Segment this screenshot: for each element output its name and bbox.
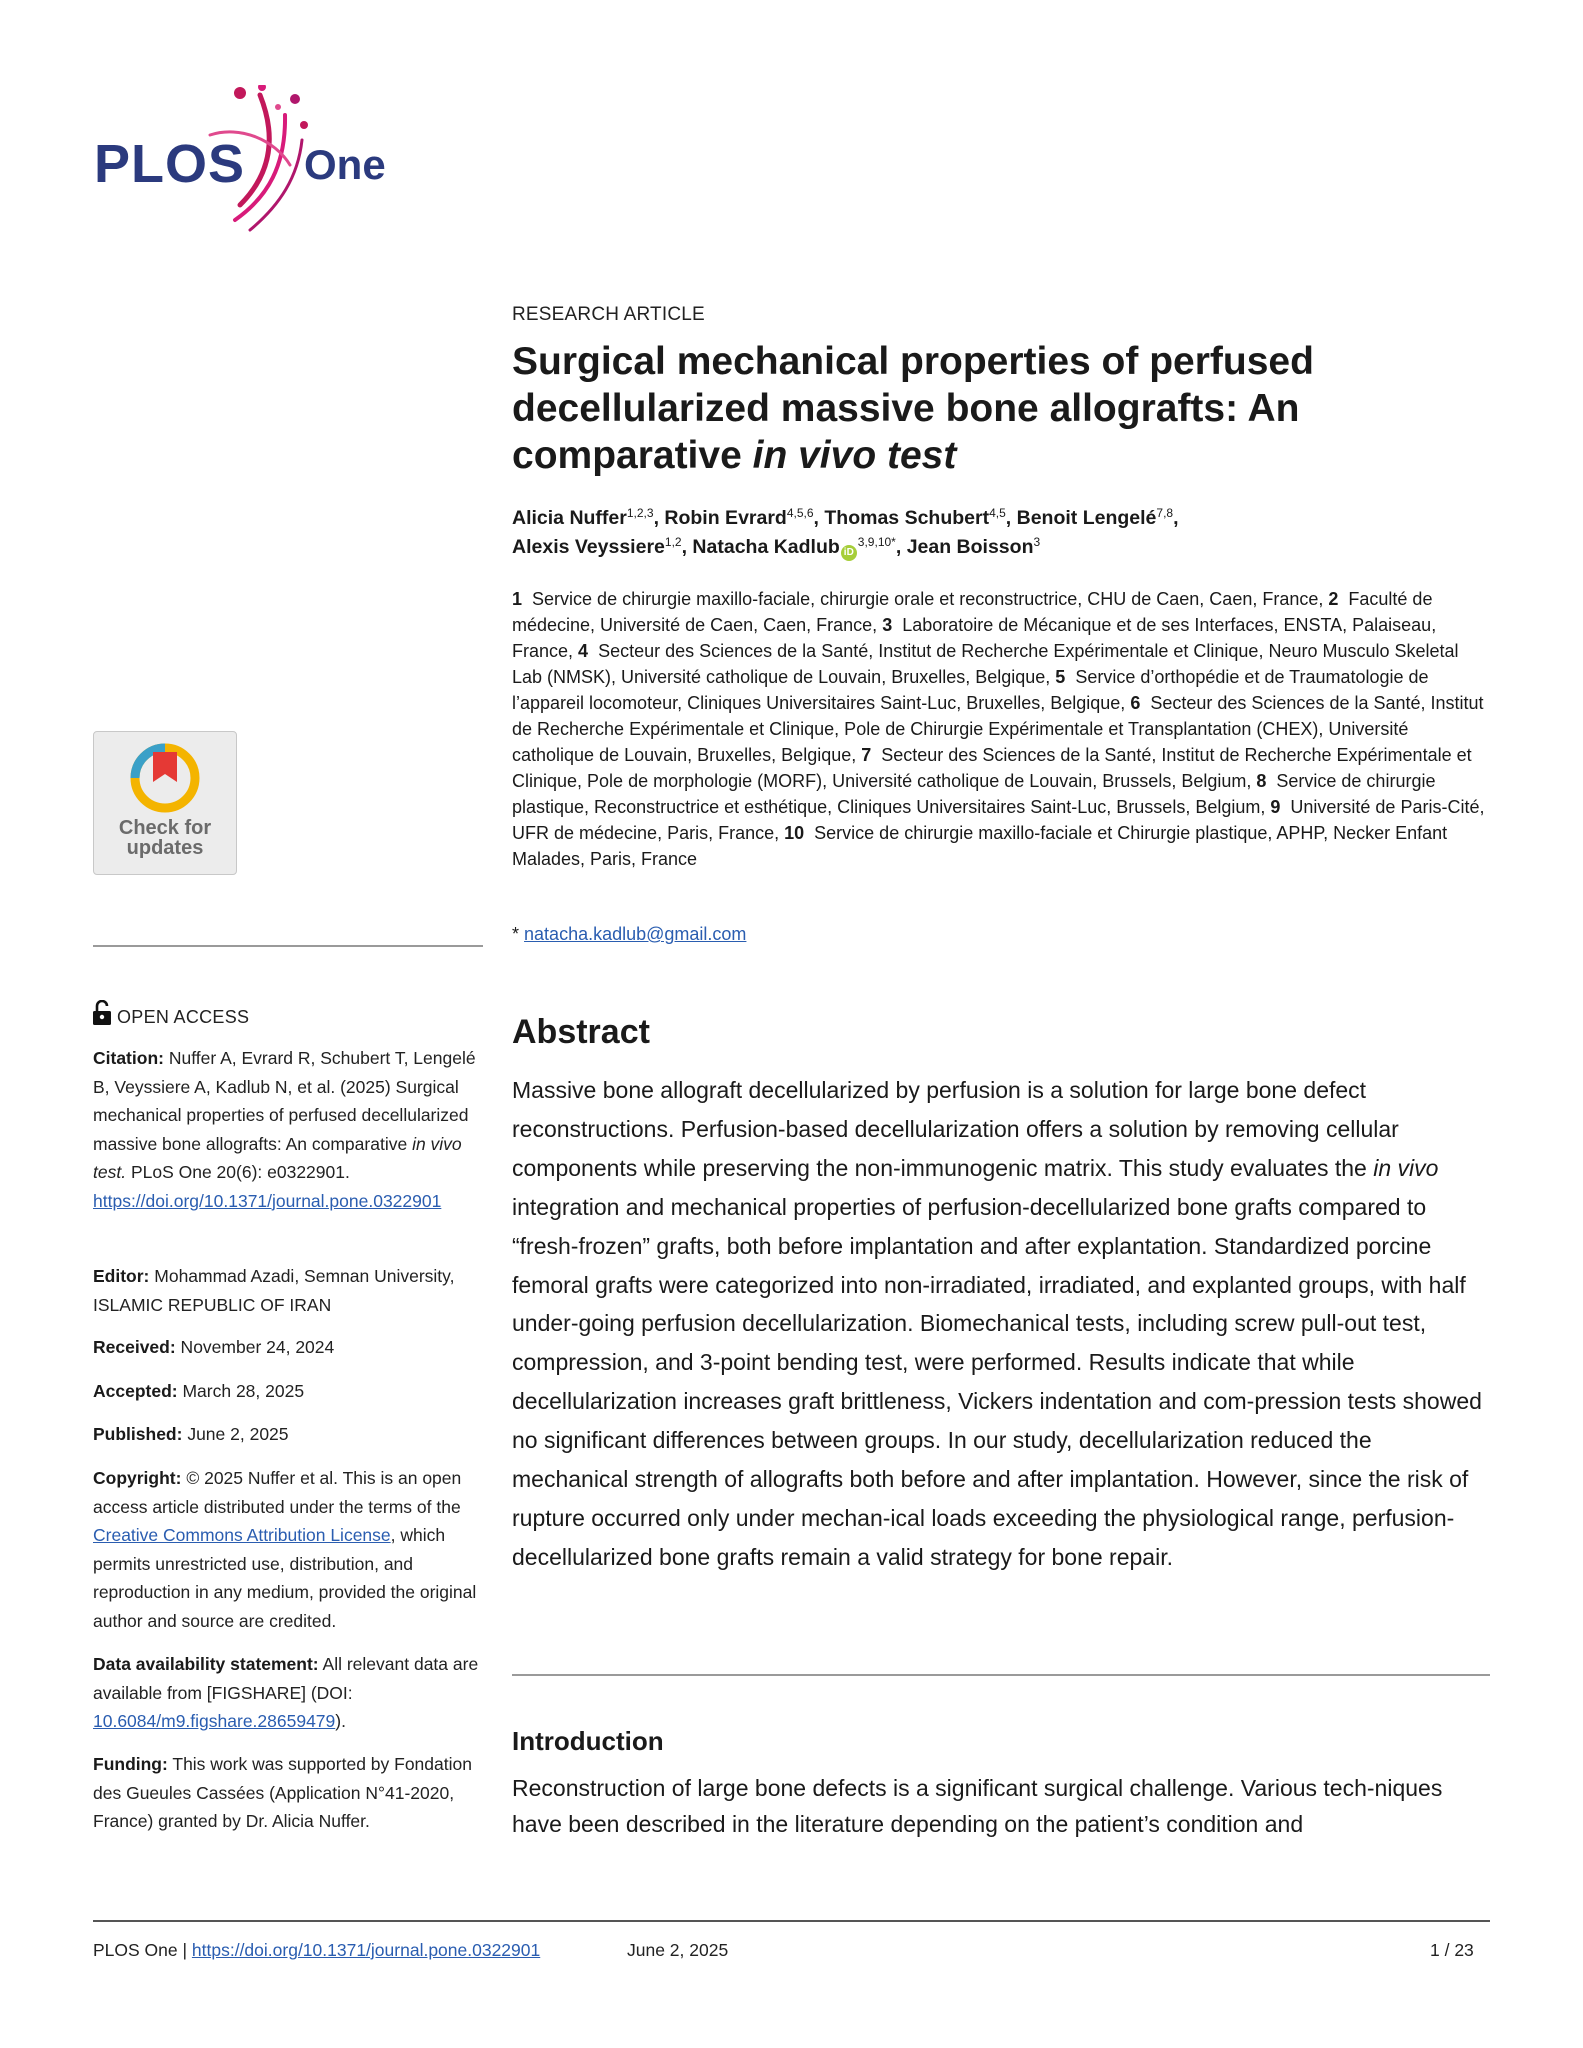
author[interactable]: Alicia Nuffer$^{1,2,3}$ xyxy=(512,506,654,529)
received-date: Received: November 24, 2024 xyxy=(93,1337,335,1357)
funding-block: Funding: This work was supported by Fondation des Gueules Cassées (Application N°41-2020, France) granted by Dr. Alicia Nuffer. xyxy=(93,1754,472,1831)
page-number: 1 / 23 xyxy=(1430,1940,1474,1960)
footer-doi-link[interactable]: https://doi.org/10.1371/journal.pone.0322901 xyxy=(191,1940,541,1960)
check-for-updates-label: Check for updates xyxy=(118,817,212,859)
footer-divider xyxy=(93,1920,1490,1922)
citation-doi-link[interactable]: https://doi.org/10.1371/journal.pone.0322901 xyxy=(93,1190,442,1211)
check-for-updates-badge[interactable] xyxy=(93,731,237,875)
orcid-icon[interactable]: iD xyxy=(841,545,857,561)
author[interactable]: Alexis Veyssiere$^{1,2}$ xyxy=(512,535,682,558)
divider xyxy=(512,1674,1490,1676)
published-date: Published: June 2, 2025 xyxy=(93,1424,289,1444)
divider xyxy=(93,945,483,947)
author[interactable]: Robin Evrard$^{4,5,6}$ xyxy=(664,506,814,529)
data-availability-block: Data availability statement: All relevant data are available from [FIGSHARE] (DOI: 10.6084/m9.figshare.28659479). xyxy=(93,1654,479,1731)
corresponding-author: * natacha.kadlub@gmail.com xyxy=(512,924,747,944)
title-text: Surgical mechanical properties of perfused decellularized massive bone allografts: An comparative xyxy=(512,340,1314,477)
license-link[interactable]: Creative Commons Attribution License xyxy=(93,1525,391,1545)
author[interactable]: Natacha Kadlub $iD^{3,9,10*}$ xyxy=(692,536,895,558)
copyright-block: Copyright: © 2025 Nuffer et al. This is an open access article distributed under the terms of the Creative Commons Attribution License, which permits unrestricted use, distribution, and reproduction in any medium, provided the original author and source are credited. xyxy=(93,1468,477,1631)
journal-logo xyxy=(90,85,410,235)
journal-name-suffix: One xyxy=(304,141,386,188)
author-list: Alicia Nuffer$^{1,2,3}$, Robin Evrard$^{4,5,6}$, Thomas Schubert$^{4,5}$, Benoit Lengelé$^{7,8}$, Alexis Veyssiere$^{1,2}$, Natacha Kadlub $iD^{3,9,10*}$, Jean Boisson$^3$ xyxy=(512,504,1332,562)
introduction-text: Reconstruction of large bone defects is a significant surgical challenge. Various tech-niques have been described in the literature depending on the patient’s condition and xyxy=(512,1775,1443,1837)
data-doi-link[interactable]: 10.6084/m9.figshare.28659479 xyxy=(93,1711,336,1731)
journal-name: PLOS xyxy=(94,134,246,194)
corresponding-email-link[interactable]: natacha.kadlub@gmail.com xyxy=(524,924,747,944)
citation-block: Citation: Nuffer A, Evrard R, Schubert T, Lengelé B, Veyssiere A, Kadlub N, et al. (2025) Surgical mechanical properties of perfused decellularized massive bone allografts: An comparative in vivo test. PLoS One 20(6): e0322901. https://doi.org/10.1371/journal.pone.0322901 xyxy=(93,1048,476,1211)
abstract-text: Massive bone allograft decellularized by perfusion is a solution for large bone defect reconstructions. Perfusion-based decellularization offers a solution by removing cellular components while preserving the non-immunogenic matrix. This study evaluates the in vivo integration and mechanical properties of perfusion-decellularized bone grafts compared to “fresh-frozen” grafts, both before implantation and after explantation. Standardized porcine femoral grafts were categorized into non-irradiated, irradiated, and explanted groups, with half under-going perfusion decellularization. Biomechanical tests, including screw pull-out test, compression, and 3-point bending test, were performed. Results indicate that while decellularization increases graft brittleness, Vickers indentation and com-pression tests showed no significant differences between groups. In our study, decellularization reduced the mechanical strength of allografts both before and after implantation. However, since the risk of rupture occurred only under mechan-ical loads exceeding the physiological range, perfusion-decellularized bone grafts remain a valid strategy for bone repair. xyxy=(512,1077,1482,1570)
footer-date: June 2, 2025 xyxy=(627,1940,729,1960)
crossmark-icon xyxy=(94,732,236,822)
author[interactable]: Benoit Lengelé$^{7,8}$ xyxy=(1016,506,1174,529)
abstract-heading: Abstract xyxy=(512,1013,650,1051)
article-title xyxy=(512,338,1490,479)
author[interactable]: Jean Boisson$^3$ xyxy=(906,535,1041,558)
accepted-date: Accepted: March 28, 2025 xyxy=(93,1381,305,1401)
title-italic: in vivo test xyxy=(752,434,957,477)
article-type: RESEARCH ARTICLE xyxy=(512,304,705,325)
author[interactable]: Thomas Schubert$^{4,5}$ xyxy=(824,506,1006,529)
editor-block: Editor: Mohammad Azadi, Semnan University, ISLAMIC REPUBLIC OF IRAN xyxy=(93,1266,455,1315)
open-access-badge: OPEN ACCESS xyxy=(93,1000,483,1032)
introduction-heading: Introduction xyxy=(512,1726,664,1756)
affiliations: 1 Service de chirurgie maxillo-faciale, chirurgie orale et reconstructrice, CHU de Caen, Caen, France, 2 Faculté de médecine, Université de Caen, Caen, France, 3 Laboratoire de Mécanique et de ses Interfaces, ENSTA, Palaiseau, France, 4 Secteur des Sciences de la Santé, Institut de Recherche Expérimentale et Clinique, Neuro Musculo Skeletal Lab (NMSK), Université catholique de Louvain, Bruxelles, Belgique, 5 Service d’orthopédie et de Traumatologie de l’appareil locomoteur, Cliniques Universitaires Saint-Luc, Bruxelles, Belgique, 6 Secteur des Sciences de la Santé, Institut de Recherche Expérimentale et Clinique, Pole de Chirurgie Expérimentale et Transplantation (CHEX), Université catholique de Louvain, Bruxelles, Belgique, 7 Secteur des Sciences de la Santé, Institut de Recherche Expérimentale et Clinique, Pole de morphologie (MORF), Université catholique de Louvain, Brussels, Belgium, 8 Service de chirurgie plastique, Reconstructrice et esthétique, Cliniques Universitaires Saint-Luc, Brussels, Belgium, 9 Université de Paris-Cité, UFR de médecine, Paris, France, 10 Service de chirurgie maxillo-faciale et Chirurgie plastique, APHP, Necker Enfant Malades, Paris, France xyxy=(512,589,1485,869)
footer-journal: PLOS One | https://doi.org/10.1371/journal.pone.0322901 xyxy=(93,1940,541,1960)
open-lock-icon xyxy=(93,1000,111,1026)
